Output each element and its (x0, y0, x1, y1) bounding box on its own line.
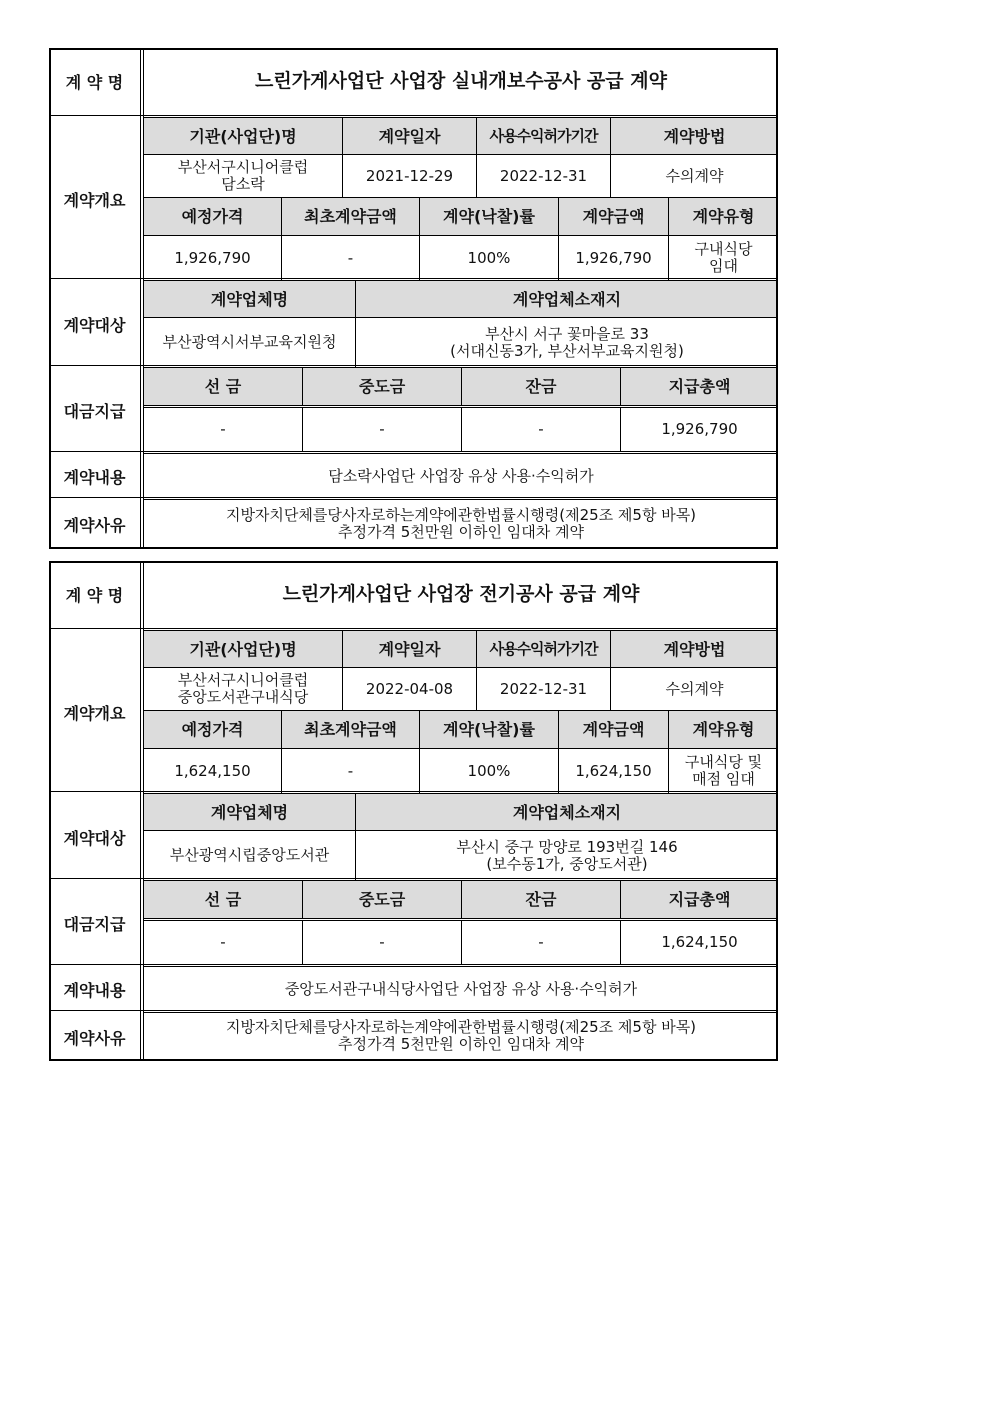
total-value: 1,926,790 (620, 408, 778, 451)
contract-type (668, 749, 778, 793)
contract-type (668, 236, 778, 280)
contract-type-line1: 구내식당 및 (684, 753, 763, 771)
header-balance: 잔금 (461, 368, 620, 405)
first-amount: - (281, 749, 419, 793)
label-overview: 계약개요 (63, 703, 126, 723)
header-date: 계약일자 (342, 631, 476, 668)
contract-reason-line2: 추정가격 5천만원 이하인 임대차 계약 (338, 1035, 584, 1053)
header-amount: 계약금액 (558, 198, 668, 236)
header-date: 계약일자 (342, 118, 476, 155)
contract-method: 수의계약 (610, 668, 778, 711)
header-middle: 중도금 (302, 881, 461, 918)
label-reason: 계약사유 (63, 1028, 126, 1048)
usage-period: 2022-12-31 (476, 668, 610, 711)
label-content: 계약내용 (63, 467, 126, 487)
header-org: 기관(사업단)명 (144, 631, 342, 668)
total-value: 1,624,150 (620, 921, 778, 964)
org-name-line1: 부산서구시니어클럽 (177, 158, 309, 176)
header-balance: 잔금 (461, 881, 620, 918)
contract-rate: 100% (419, 749, 558, 793)
est-price: 1,926,790 (174, 248, 251, 267)
header-period: 사용수익허가기간 (476, 118, 610, 155)
header-first-amount: 최초계약금액 (281, 711, 419, 749)
label-target: 계약대상 (63, 315, 126, 335)
contract-title: 느린가게사업단 사업장 실내개보수공사 공급 계약 (255, 70, 667, 92)
contract-type-line2: 매점 임대 (692, 770, 755, 788)
header-address: 계약업체소재지 (355, 281, 778, 318)
org-name-line2: 담소락 (221, 175, 265, 193)
company-name: 부산광역시서부교육지원청 (162, 333, 337, 351)
contract-block-1 (49, 48, 778, 549)
label-target: 계약대상 (63, 828, 126, 848)
header-est-price: 예정가격 (144, 711, 281, 749)
label-reason: 계약사유 (63, 516, 126, 535)
header-company: 계약업체명 (144, 794, 355, 831)
company-address-line2: (보수동1가, 중앙도서관) (486, 854, 648, 873)
header-type: 계약유형 (668, 711, 778, 749)
contract-type-line2: 임대 (709, 257, 738, 275)
contract-reason (144, 500, 778, 547)
header-period: 사용수익허가기간 (476, 631, 610, 668)
contract-amount: 1,624,150 (558, 749, 668, 793)
contract-reason-line1: 지방자치단체를당사자로하는계약에관한법률시행령(제25조 제5항 바목) (225, 1018, 697, 1036)
header-middle: 중도금 (302, 368, 461, 405)
label-contract-name: 계 약 명 (65, 73, 124, 92)
contract-type-line1: 구내식당 (694, 240, 753, 258)
contract-amount: 1,926,790 (558, 236, 668, 280)
est-price: 1,624,150 (174, 761, 251, 780)
middle-value: - (302, 921, 461, 964)
contract-content: 담소락사업단 사업장 유상 사용·수익허가 (328, 466, 594, 485)
header-rate: 계약(낙찰)률 (419, 198, 558, 236)
middle-value: - (302, 408, 461, 451)
contract-block-2 (49, 561, 778, 1061)
company-address-line2: (서대신동3가, 부산서부교육지원청) (450, 341, 684, 360)
header-org: 기관(사업단)명 (144, 118, 342, 155)
contract-date: 2022-04-08 (342, 668, 476, 711)
header-est-price: 예정가격 (144, 198, 281, 236)
label-contract-name: 계 약 명 (65, 586, 124, 605)
advance-value: - (220, 420, 226, 438)
company-address-line1: 부산시 중구 망양로 193번길 146 (456, 837, 678, 856)
header-address: 계약업체소재지 (355, 794, 778, 831)
advance-value: - (220, 933, 226, 951)
header-rate: 계약(낙찰)률 (419, 711, 558, 749)
label-payment: 대금지급 (63, 914, 126, 934)
contract-reason (144, 1013, 778, 1059)
company-address (355, 831, 778, 880)
header-total: 지급총액 (620, 881, 778, 918)
header-first-amount: 최초계약금액 (281, 198, 419, 236)
label-payment: 대금지급 (63, 401, 126, 421)
contract-title: 느린가게사업단 사업장 전기공사 공급 계약 (282, 583, 640, 605)
label-content: 계약내용 (63, 980, 126, 1000)
company-address (355, 318, 778, 367)
header-total: 지급총액 (620, 368, 778, 405)
header-company: 계약업체명 (144, 281, 355, 318)
contract-reason-line1: 지방자치단체를당사자로하는계약에관한법률시행령(제25조 제5항 바목) (225, 505, 697, 524)
contract-method: 수의계약 (610, 155, 778, 198)
contract-reason-line2: 추정가격 5천만원 이하인 임대차 계약 (338, 522, 584, 541)
contract-date: 2021-12-29 (342, 155, 476, 198)
label-overview: 계약개요 (63, 190, 126, 210)
header-advance: 선 금 (144, 368, 302, 405)
header-method: 계약방법 (610, 118, 778, 155)
balance-value: - (461, 921, 620, 964)
usage-period: 2022-12-31 (476, 155, 610, 198)
balance-value: - (461, 408, 620, 451)
header-method: 계약방법 (610, 631, 778, 668)
org-name-line1: 부산서구시니어클럽 (177, 671, 309, 689)
header-type: 계약유형 (668, 198, 778, 236)
first-amount: - (281, 236, 419, 280)
contract-content: 중앙도서관구내식당사업단 사업장 유상 사용·수익허가 (284, 979, 638, 998)
company-name: 부산광역시립중앙도서관 (169, 846, 330, 864)
org-name (144, 668, 342, 711)
contract-rate: 100% (419, 236, 558, 280)
header-advance: 선 금 (144, 881, 302, 918)
org-name-line2: 중앙도서관구내식당 (177, 688, 309, 706)
org-name (144, 155, 342, 198)
company-address-line1: 부산시 서구 꽃마을로 33 (485, 324, 649, 343)
header-amount: 계약금액 (558, 711, 668, 749)
